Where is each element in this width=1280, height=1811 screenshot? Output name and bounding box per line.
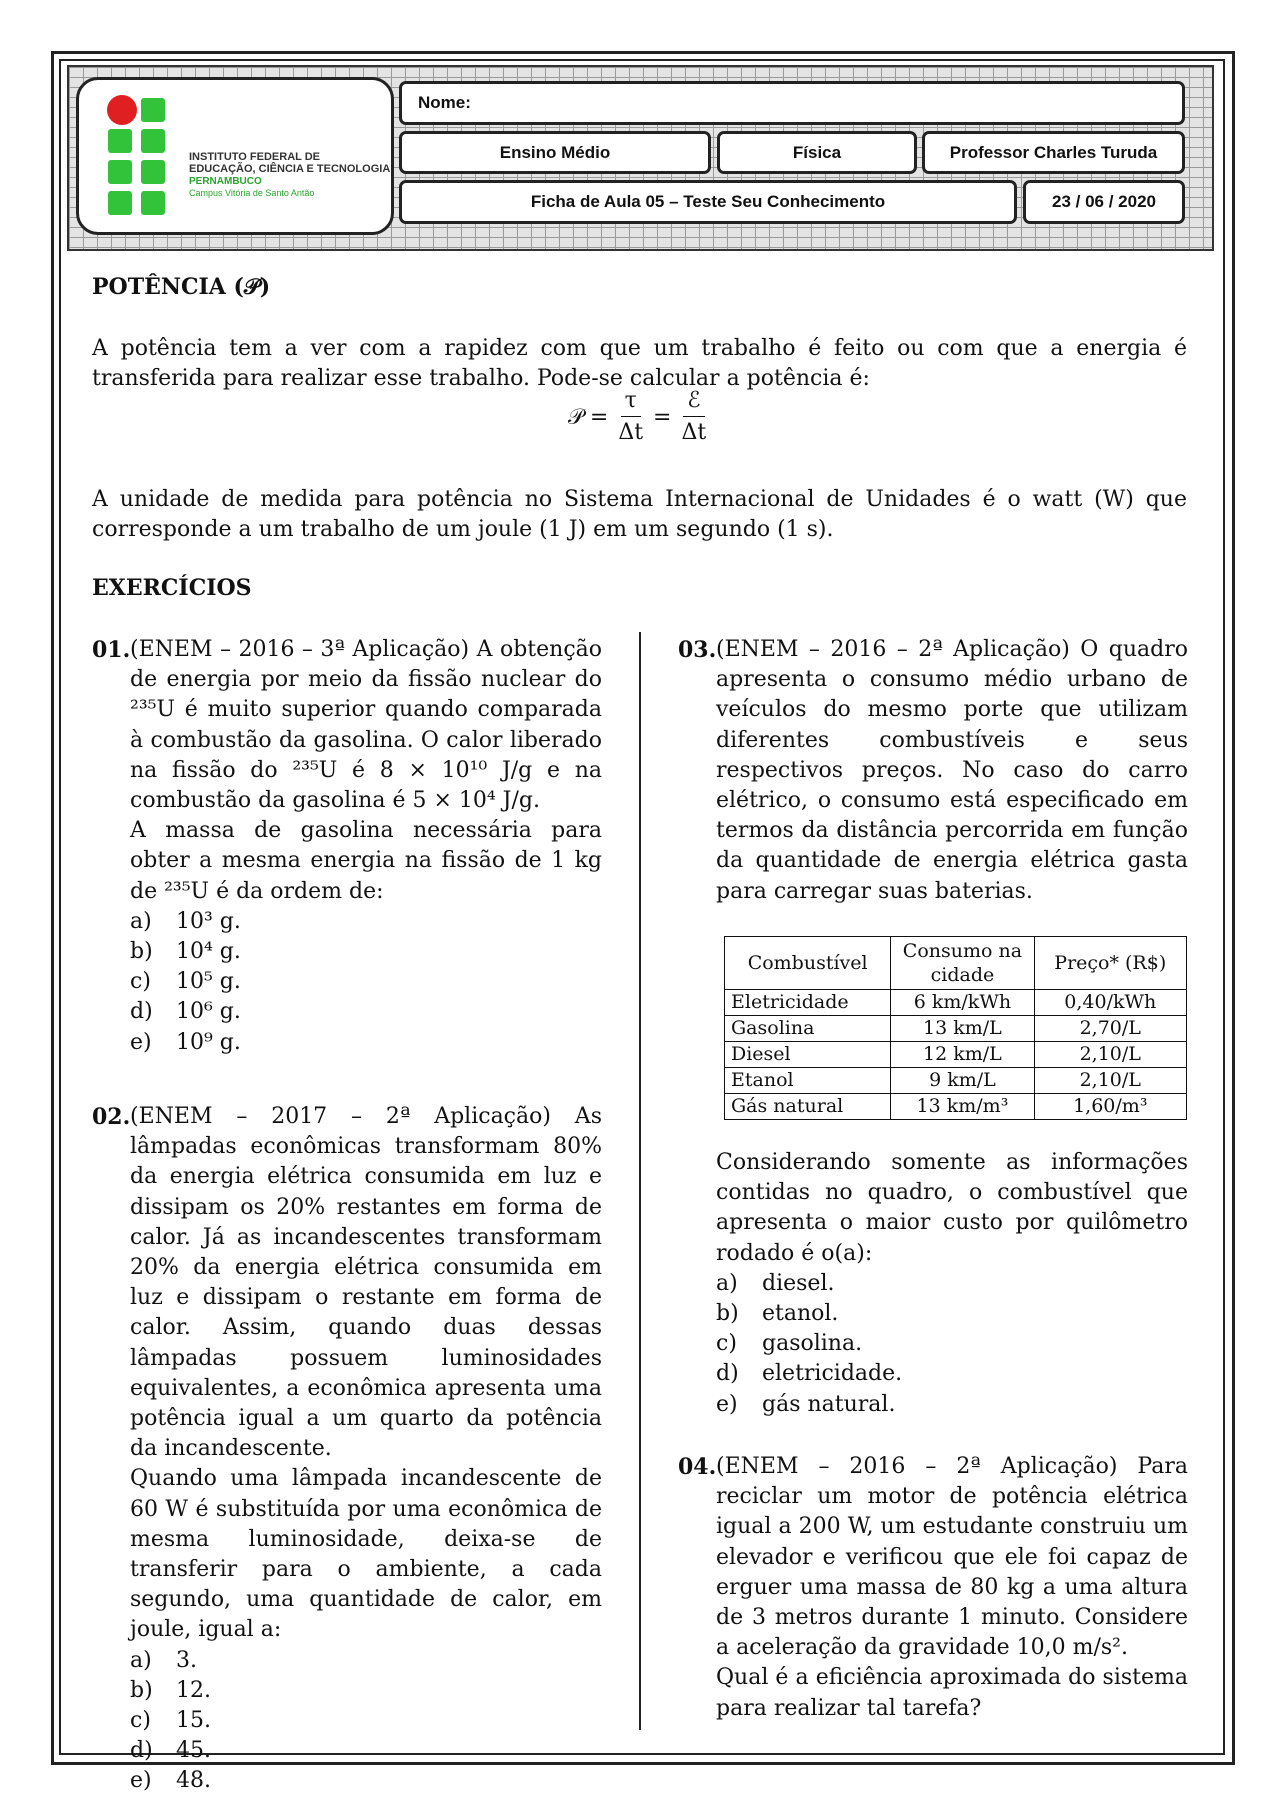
student-name-field[interactable]: [399, 81, 1185, 125]
table-header-cell: Preço* (R$): [1034, 937, 1186, 990]
option-d[interactable]: d) eletricidade.: [716, 1361, 903, 1387]
question-text: (ENEM – 2016 – 2ª Aplicação) Para reciclar um motor de potência elétrica igual a 200 W, um estudante construiu um elevador e verificou que ele foi capaz de erguer uma massa de 80 kg a uma altura de 3 metros durante 1 minuto. Considere a aceleração da gravidade 10,0 m/s².: [716, 1454, 1188, 1661]
worksheet-header: [67, 65, 1214, 251]
table-cell: 13 km/L: [891, 1016, 1034, 1042]
table-cell: Eletricidade: [725, 990, 891, 1016]
formula-equals: =: [589, 405, 609, 430]
worksheet-date: 23 / 06 / 2020: [1052, 192, 1156, 211]
options-list: [716, 1269, 1188, 1420]
options-list: [130, 1646, 602, 1797]
logo-square: [141, 129, 165, 153]
formula-numerator: ℰ: [683, 388, 704, 417]
option-e[interactable]: e) 48.: [130, 1768, 211, 1794]
option-d[interactable]: d) 10⁶ g.: [130, 999, 241, 1025]
question-prompt: Qual é a eficiência aproximada do sistema para realizar tal tarefa?: [716, 1665, 1188, 1721]
option-e[interactable]: e) 10⁹ g.: [130, 1029, 241, 1055]
table-cell: 6 km/kWh: [891, 990, 1034, 1016]
institute-logo: [76, 77, 394, 235]
institute-name: INSTITUTO FEDERAL DE EDUCAÇÃO, CIÊNCIA E TECNOLOGIA: [189, 151, 391, 175]
subject-label: Física: [792, 142, 842, 162]
table-cell: 2,70/L: [1034, 1016, 1186, 1042]
column-divider: [639, 632, 641, 1730]
table-row: [725, 1094, 1187, 1120]
table-row: [725, 1042, 1187, 1068]
logo-square: [141, 191, 165, 215]
logo-square: [141, 98, 165, 122]
worksheet-title-box: [399, 180, 1017, 224]
question-number: 01.: [92, 637, 131, 663]
option-c[interactable]: c) 15.: [130, 1708, 211, 1734]
table-row: [725, 1068, 1187, 1094]
logo-square: [108, 191, 132, 215]
teacher-box: [922, 131, 1185, 174]
formula-equals: =: [653, 405, 672, 430]
question-number: 02.: [92, 1104, 131, 1130]
intro-paragraph: A potência tem a ver com a rapidez com que um trabalho é feito ou com que a energia é transferida para realizar esse trabalho. Pode-se calcular a potência é:: [92, 336, 1187, 391]
subject-box: [717, 131, 917, 174]
power-formula: [568, 388, 710, 447]
formula-numerator: τ: [621, 388, 641, 417]
option-b[interactable]: b) etanol.: [716, 1301, 839, 1327]
table-cell: Gás natural: [725, 1094, 891, 1120]
question-03-continued: [716, 1148, 1188, 1420]
exercises-title: EXERCÍCIOS: [92, 575, 252, 601]
options-list: [130, 907, 602, 1058]
table-header-cell: Consumo na cidade: [891, 937, 1034, 990]
option-c[interactable]: c) 10⁵ g.: [130, 969, 241, 995]
table-cell: 1,60/m³: [1034, 1094, 1186, 1120]
table-cell: Diesel: [725, 1042, 891, 1068]
name-label: Nome:: [418, 93, 471, 112]
question-prompt: Quando uma lâmpada incandescente de 60 W é substituída por uma econômica de mesma luminosidade, deixa-se de transferir para o ambiente, a cada segundo, uma quantidade de calor, em joule, igual a:: [130, 1466, 602, 1643]
teacher-label: Professor Charles Turuda: [949, 142, 1158, 162]
formula-fraction-work: [618, 388, 643, 447]
option-a[interactable]: a) 3.: [130, 1647, 197, 1673]
question-prompt: A massa de gasolina necessária para obter a mesma energia na fissão de 1 kg de ²³⁵U é da ordem de:: [130, 818, 602, 904]
table-cell: 0,40/kWh: [1034, 990, 1186, 1016]
option-a[interactable]: a) 10³ g.: [130, 908, 241, 934]
table-header-cell: Combustível: [725, 937, 891, 990]
institute-state: PERNAMBUCO: [189, 176, 262, 187]
table-cell: 13 km/m³: [891, 1094, 1034, 1120]
question-number: 03.: [678, 637, 717, 663]
unit-paragraph: A unidade de medida para potência no Sistema Internacional de Unidades é o watt (W) que corresponde a um trabalho de um joule (1 J) em um segundo (1 s).: [92, 487, 1187, 542]
question-number: 04.: [678, 1454, 717, 1480]
logo-square: [108, 129, 132, 153]
option-e[interactable]: e) gás natural.: [716, 1391, 896, 1417]
table-row: [725, 990, 1187, 1016]
logo-square: [141, 160, 165, 184]
table-cell: Etanol: [725, 1068, 891, 1094]
logo-square: [108, 160, 132, 184]
table-cell: 2,10/L: [1034, 1042, 1186, 1068]
institute-campus: Campus Vitória de Santo Antão: [189, 188, 315, 198]
formula-lhs: 𝒫: [568, 405, 584, 430]
question-text: (ENEM – 2017 – 2ª Aplicação) As lâmpadas econômicas transformam 80% da energia elétrica consumida em luz e dissipam os 20% restantes em forma de calor. Já as incandescentes transformam 20% da energia elétrica consumida em luz e dissipam o restante em forma de calor. Assim, quando duas dessas lâmpadas possuem luminosidades equivalentes, a econômica apresenta uma potência igual a um quarto da potência da incandescente.: [130, 1104, 602, 1462]
table-cell: 9 km/L: [891, 1068, 1034, 1094]
table-cell: Gasolina: [725, 1016, 891, 1042]
option-c[interactable]: c) gasolina.: [716, 1331, 863, 1357]
option-a[interactable]: a) diesel.: [716, 1270, 835, 1296]
table-header-row: [725, 937, 1187, 990]
option-d[interactable]: d) 45.: [130, 1738, 211, 1764]
level-label: Ensino Médio: [499, 142, 611, 162]
formula-denominator: Δt: [618, 420, 644, 445]
table-row: [725, 1016, 1187, 1042]
question-prompt: Considerando somente as informações contidas no quadro, o combustível que apresenta o maior custo por quilômetro rodado é o(a):: [716, 1150, 1188, 1266]
option-b[interactable]: b) 12.: [130, 1677, 211, 1703]
formula-denominator: Δt: [681, 420, 707, 445]
level-box: [399, 131, 711, 174]
question-text: (ENEM – 2016 – 2ª Aplicação) O quadro apresenta o consumo médio urbano de veículos do mesmo porte que utilizam diferentes combustíveis e seus respectivos preços. No caso do carro elétrico, o consumo está especificado em termos da distância percorrida em função da quantidade de energia elétrica gasta para carregar suas baterias.: [716, 637, 1188, 904]
formula-fraction-energy: [681, 388, 706, 447]
logo-red-circle: [107, 95, 137, 125]
question-text: (ENEM – 2016 – 3ª Aplicação) A obtenção de energia por meio da fissão nuclear do ²³⁵U é muito superior quando comparada à combustão da gasolina. O calor liberado na fissão do ²³⁵U é 8 × 10¹⁰ J/g e na combustão da gasolina é 5 × 10⁴ J/g.: [130, 637, 602, 814]
worksheet-title: Ficha de Aula 05 – Teste Seu Conhecimento: [530, 192, 886, 211]
option-b[interactable]: b) 10⁴ g.: [130, 939, 241, 965]
table-cell: 12 km/L: [891, 1042, 1034, 1068]
table-cell: 2,10/L: [1034, 1068, 1186, 1094]
section-title: POTÊNCIA (𝒫): [92, 274, 271, 300]
fuel-consumption-table: [724, 936, 1187, 1120]
date-box: [1023, 180, 1185, 224]
